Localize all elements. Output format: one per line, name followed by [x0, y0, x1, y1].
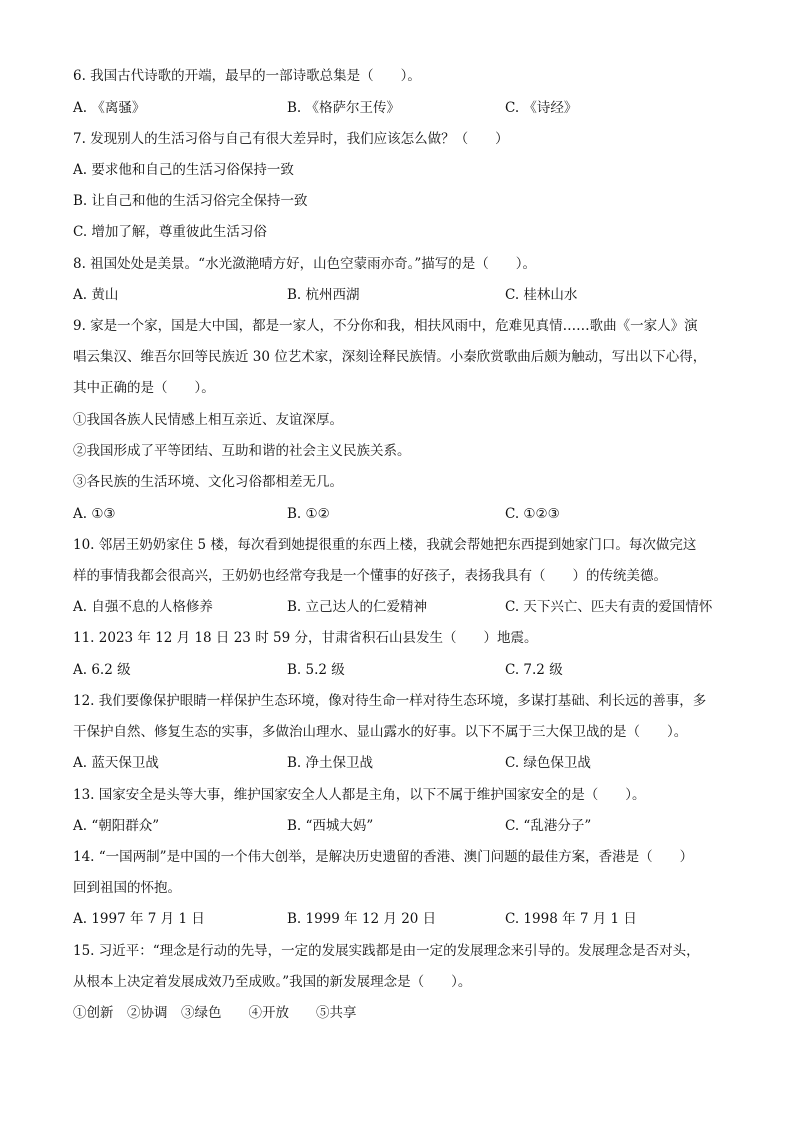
question-13-options	[73, 817, 733, 835]
question-7-stem: 7. 发现别人的生活习俗与自己有很大差异时，我们应该怎么做？（ ）	[73, 131, 509, 147]
question-13-option-c: C. “乱港分子”	[505, 818, 592, 834]
question-14-stem-line-1: 14. “一国两制”是中国的一个伟大创举，是解决历史遗留的香港、澳门问题的最佳方案，香港是（ ）	[73, 849, 694, 865]
question-15-stem-line-2: 从根本上决定着发展成效乃至成败。”我国的新发展理念是（ ）。	[73, 974, 472, 990]
question-12-option-c: C. 绿色保卫战	[505, 755, 591, 771]
question-7-option-b: B. 让自己和他的生活习俗完全保持一致	[73, 193, 308, 209]
question-9-statement-2: ②我国形成了平等团结、互助和谐的社会主义民族关系。	[73, 443, 411, 459]
question-11-stem: 11. 2023 年 12 月 18 日 23 时 59 分，甘肃省积石山县发生（ ）地震。	[73, 630, 538, 646]
question-9-stem-line-2: 唱云集汉、维吾尔回等民族近 30 位艺术家，深刻诠释民族情。小秦欣赏歌曲后颇为触动，写出以下心得，	[73, 349, 707, 365]
question-9-option-c: C. ①②③	[505, 506, 560, 522]
question-14-option-c: C. 1998 年 7 月 1 日	[505, 911, 637, 927]
question-13-stem: 13. 国家安全是头等大事，维护国家安全人人都是主角，以下不属于维护国家安全的是（ ）。	[73, 787, 646, 803]
question-12-options	[73, 754, 733, 772]
question-6-options	[73, 99, 733, 117]
question-14-option-b: B. 1999 年 12 月 20 日	[287, 911, 437, 927]
question-12-stem-line-2: 干保护自然、修复生态的实事，多做治山理水、显山露水的好事。以下不属于三大保卫战的是（ ）。	[73, 724, 688, 740]
question-9-options	[73, 505, 733, 523]
question-14-stem-line-2: 回到祖国的怀抱。	[73, 880, 181, 896]
question-7-option-a: A. 要求他和自己的生活习俗保持一致	[73, 162, 294, 178]
question-9-statement-1: ①我国各族人民情感上相互亲近、友谊深厚。	[73, 412, 343, 428]
question-12-option-a: A. 蓝天保卫战	[73, 755, 159, 771]
question-12-option-b: B. 净土保卫战	[287, 755, 374, 771]
question-11-option-b: B. 5.2 级	[287, 662, 345, 678]
question-11-option-c: C. 7.2 级	[505, 662, 563, 678]
question-10-option-b: B. 立己达人的仁爱精神	[287, 599, 428, 615]
question-6-option-b: B. 《格萨尔王传》	[287, 100, 401, 116]
question-15-statements: ①创新 ②协调 ③绿色 ④开放 ⑤共享	[73, 1005, 357, 1021]
question-13-option-a: A. “朝阳群众”	[73, 818, 160, 834]
question-10-stem-line-1: 10. 邻居王奶奶家住 5 楼，每次看到她提很重的东西上楼，我就会帮她把东西提到她家门口。每次做完这	[73, 537, 697, 553]
question-6-option-c: C. 《诗经》	[505, 100, 578, 116]
question-10-options	[73, 598, 733, 616]
question-8-option-c: C. 桂林山水	[505, 287, 578, 303]
question-6-option-a: A. 《离骚》	[73, 100, 146, 116]
question-11-option-a: A. 6.2 级	[73, 662, 131, 678]
question-11-options	[73, 661, 733, 679]
question-13-option-b: B. “西城大妈”	[287, 818, 374, 834]
question-9-statement-3: ③各民族的生活环境、文化习俗都相差无几。	[73, 474, 343, 490]
question-6-stem: 6. 我国古代诗歌的开端，最早的一部诗歌总集是（ ）。	[73, 68, 421, 84]
question-15-stem-line-1: 15. 习近平：“理念是行动的先导，一定的发展实践都是由一定的发展理念来引导的。发展理念是否对头，	[73, 943, 700, 959]
question-10-stem-line-2: 样的事情我都会很高兴，王奶奶也经常夸我是一个懂事的好孩子，表扬我具有（ ）的传统美德。	[73, 568, 667, 584]
question-12-stem-line-1: 12. 我们要像保护眼睛一样保护生态环境，像对待生命一样对待生态环境，多谋打基础、利长远的善事，多	[73, 693, 707, 709]
question-9-stem-line-3: 其中正确的是（ ）。	[73, 380, 215, 396]
question-8-option-a: A. 黄山	[73, 287, 119, 303]
question-8-options	[73, 286, 733, 304]
question-10-option-c: C. 天下兴亡、匹夫有责的爱国情怀	[505, 599, 713, 615]
question-14-option-a: A. 1997 年 7 月 1 日	[73, 911, 205, 927]
question-8-stem: 8. 祖国处处是美景。“水光潋滟晴方好，山色空蒙雨亦奇。”描写的是（ ）。	[73, 256, 536, 272]
question-9-stem-line-1: 9. 家是一个家，国是大中国，都是一家人，不分你和我，相扶风雨中，危难见真情……歌曲《一家人》演	[73, 318, 698, 334]
question-7-option-c: C. 增加了解，尊重彼此生活习俗	[73, 224, 267, 240]
question-8-option-b: B. 杭州西湖	[287, 287, 360, 303]
question-9-option-a: A. ①③	[73, 506, 116, 522]
question-9-option-b: B. ①②	[287, 506, 330, 522]
question-14-options	[73, 910, 733, 928]
question-10-option-a: A. 自强不息的人格修养	[73, 599, 213, 615]
